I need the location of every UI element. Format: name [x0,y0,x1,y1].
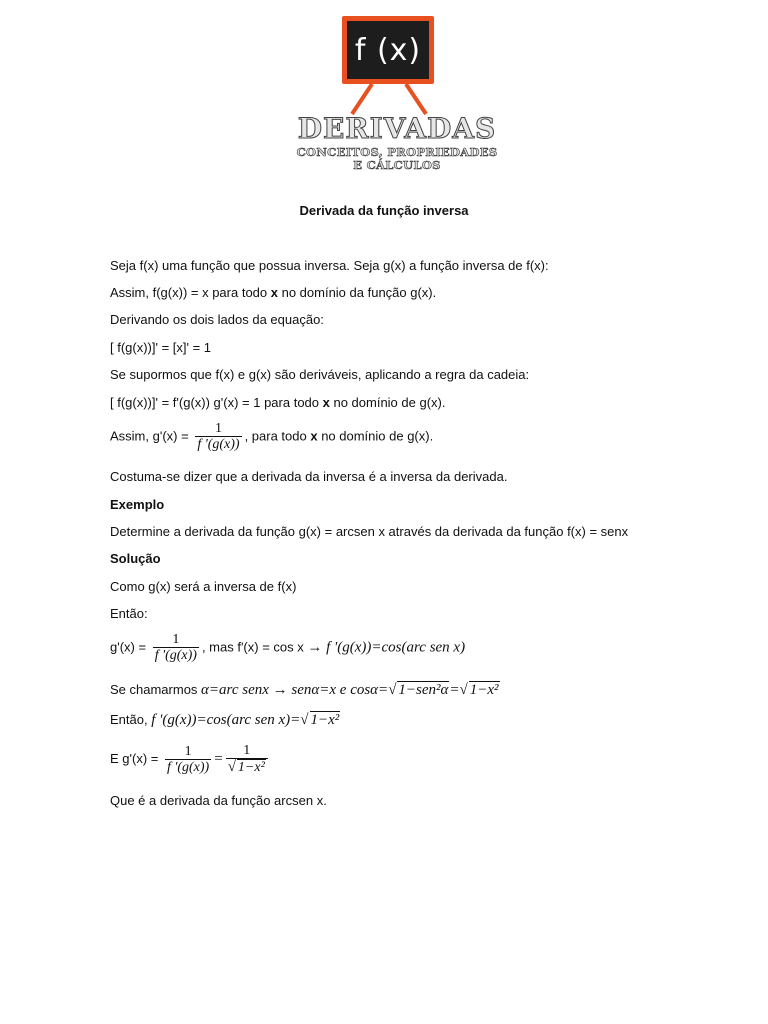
document-title: Derivada da função inversa [299,203,469,218]
paragraph-chain-rule: Se supormos que f(x) e g(x) são deriváveis, aplicando a regra da cadeia: [110,367,530,382]
solution-line-2: Então: [110,606,148,621]
example-statement: Determine a derivada da função g(x) = arcsen x através da derivada da função f(x) = senx [110,524,629,539]
fraction: $\frac{1}{\text{√ 1−x²}}$ [226,743,268,776]
solution-line-1: Como g(x) será a inversa de f(x) [110,579,297,594]
paragraph-3: Derivando os dois lados da equação: [110,312,324,327]
solution-formula-4: E g'(x) = $\frac{1}{f '(g(x))}$ = $\frac{1}{\text{√ 1−x²}}$ [110,743,271,776]
equation-derivative-sides: [ f(g(x))]' = [x]' = 1 [110,340,212,355]
heading-solution: Solução [110,551,161,566]
fraction: $\frac{1}{f '(g(x))}$ [154,632,197,663]
logo-title: DERIVADAS [297,112,497,145]
heading-example: Exemplo [110,497,165,512]
solution-formula-3: Então, f '(g(x))=cos(arc sen x)=√ 1−x² [110,712,340,728]
formula-inverse-derivative: Assim, g'(x) = $\frac{1}{f '(g(x))}$ , para todo x no domínio de g(x). [110,421,434,452]
solution-formula-2: Se chamarmos α=arc senx → senα=x e cosα=√ 1−sen²α=√ 1−x² [110,682,499,698]
logo-subtitle-line1: CONCEITOS, PROPRIEDADES [296,145,498,159]
conclusion: Que é a derivada da função arcsen x. [110,793,327,808]
equation-chain-rule: [ f(g(x))]' = f'(g(x)) g'(x) = 1 para todo x no domínio de g(x). [110,395,446,410]
paragraph-2: Assim, f(g(x)) = x para todo x no domínio da função g(x). [110,285,437,300]
paragraph-summary: Costuma-se dizer que a derivada da inversa é a inversa da derivada. [110,469,508,484]
board-text: f (x) [354,32,422,68]
fraction: $\frac{1}{f '(g(x))}$ [197,421,240,452]
logo-subtitle-line2: E CÁLCULOS [353,158,441,172]
fraction: $\frac{1}{f '(g(x))}$ [166,743,210,775]
chalkboard-icon [342,16,434,84]
solution-formula-1: g'(x) = $\frac{1}{f '(g(x))}$ , mas f'(x) = cos x → f '(g(x))=cos(arc sen x) [110,632,466,663]
derivadas-logo [286,6,508,172]
paragraph-1: Seja f(x) uma função que possua inversa. Seja g(x) a função inversa de f(x): [110,258,549,273]
